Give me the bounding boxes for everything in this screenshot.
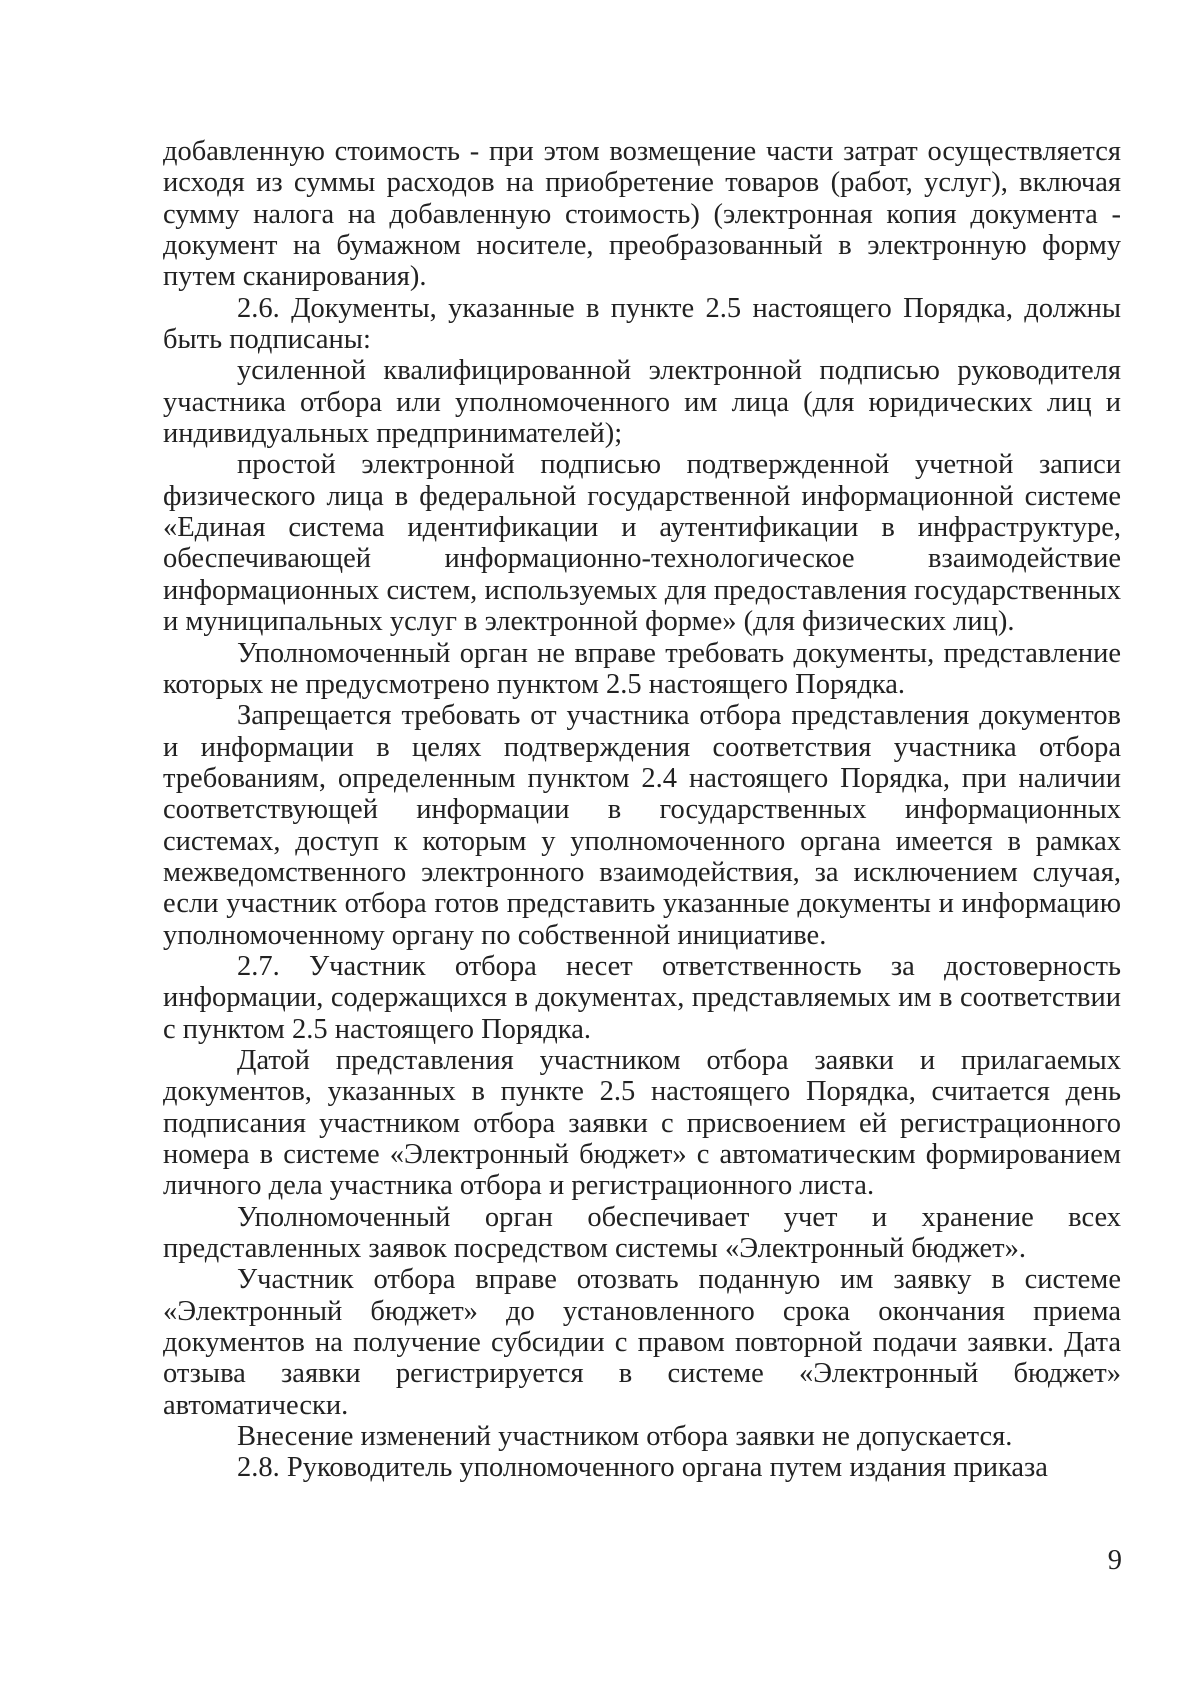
page-number: 9 (1107, 1545, 1122, 1576)
paragraph-clause-2-7-withdraw: Участник отбора вправе отозвать поданную им заявку в системе «Электронный бюджет» до установленного срока окончания приема документов на получение субсидии с правом повторной подачи заявки. Дата отзыва заявки регистрируется в системе «Электронный бюджет» автоматически. (163, 1264, 1121, 1421)
paragraph-clause-2-7-date: Датой представления участником отбора заявки и прилагаемых документов, указанных в пункте 2.5 настоящего Порядка, считается день подписания участником отбора заявки с присвоением ей регистрационного номера в системе «Электронный бюджет» с автоматическим формированием личного дела участника отбора и регистрационного листа. (163, 1044, 1121, 1202)
paragraph-clause-2-6: 2.6. Документы, указанные в пункте 2.5 настоящего Порядка, должны быть подписаны: (163, 292, 1121, 356)
paragraph-clause-2-6-prohibition: Запрещается требовать от участника отбора представления документов и информации в целях подтверждения соответствия участника отбора требованиям, определенным пунктом 2.4 настоящего Порядка, при наличии соответствующей информации в государственных информационных системах, доступ к которым у уполномоченного органа имеется в рамках межведомственного электронного взаимодействия, за исключением случая, если участник отбора готов представить указанные документы и информацию уполномоченному органу по собственной инициативе. (163, 700, 1121, 951)
paragraph-clause-2-7-no-changes: Внесение изменений участником отбора заявки не допускается. (237, 1421, 1013, 1453)
paragraph-clause-2-8: 2.8. Руководитель уполномоченного органа путем издания приказа (237, 1452, 1048, 1484)
paragraph-clause-2-7: 2.7. Участник отбора несет ответственность за достоверность информации, содержащихся в документах, представляемых им в соответствии с пунктом 2.5 настоящего Порядка. (163, 950, 1121, 1045)
paragraph-clause-2-6-no-demand: Уполномоченный орган не вправе требовать документы, представление которых не предусмотрено пунктом 2.5 настоящего Порядка. (163, 637, 1121, 700)
document-body (163, 136, 1121, 1484)
paragraph-p-continuation: добавленную стоимость - при этом возмещение части затрат осуществляется исходя из суммы расходов на приобретение товаров (работ, услуг), включая сумму налога на добавленную стоимость) (электронная копия документа - документ на бумажном носителе, преобразованный в электронную форму путем сканирования). (163, 136, 1121, 293)
paragraph-clause-2-7-storage: Уполномоченный орган обеспечивает учет и хранение всех представленных заявок посредством системы «Электронный бюджет». (163, 1201, 1121, 1265)
paragraph-clause-2-6-signature-b: простой электронной подписью подтвержденной учетной записи физического лица в федеральной государственной информационной системе «Единая система идентификации и аутентификации в инфраструктуре, обеспечивающей информационно-технологическое взаимодействие информационных систем, используемых для предоставления государственных и муниципальных услуг в электронной форме» (для физических лиц). (163, 449, 1121, 638)
paragraph-clause-2-6-signature-a: усиленной квалифицированной электронной подписью руководителя участника отбора или уполномоченного им лица (для юридических лиц и индивидуальных предпринимателей); (163, 355, 1121, 450)
